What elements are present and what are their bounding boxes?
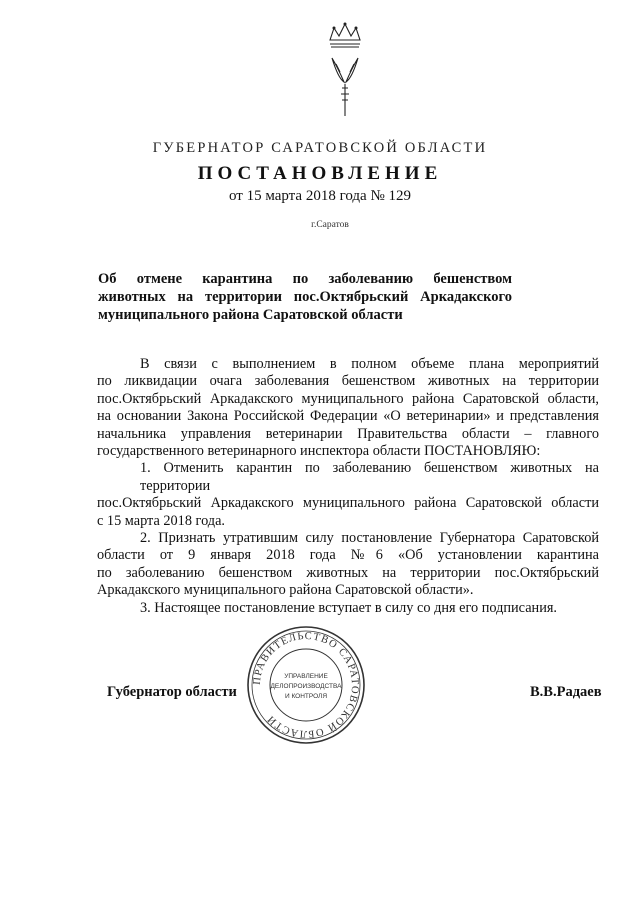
seal-center-text: УПРАВЛЕНИЕ [284, 673, 328, 680]
city-label: г.Саратов [311, 220, 349, 230]
body-line: на основании Закона Российской Федерации «О ветеринарии» и представления [97, 408, 599, 425]
official-seal-icon [244, 623, 368, 747]
body-line: области от 9 января 2018 года №6 «Об установлении карантина [97, 547, 599, 564]
subject-line: Об отмене карантина по заболеванию бешенством [98, 271, 512, 287]
signatory-title: Губернатор области [107, 684, 237, 700]
body-line: пос.Октябрьский Аркадакского муниципального района Саратовской области [97, 495, 599, 512]
body-line: пос.Октябрьский Аркадакского муниципального района Саратовской области, [97, 390, 599, 407]
body-line: начальника управления ветеринарии Правительства области – главного [97, 425, 599, 442]
clause-1 [97, 460, 599, 530]
clause-2 [97, 530, 599, 600]
body-line: государственного ветеринарного инспектора области ПОСТАНОВЛЯЮ: [97, 443, 541, 460]
body-line: Аркадакского муниципального района Саратовской области». [97, 582, 474, 599]
body-line: по заболеванию бешенством животных на территории пос.Октябрьский [97, 564, 599, 581]
body-line: В связи с выполнением в полном объеме плана мероприятий [140, 356, 599, 372]
signatory-name: В.В.Радаев [530, 684, 602, 700]
body-line: с 15 марта 2018 года. [97, 512, 225, 529]
document-subject [98, 270, 512, 324]
seal-ring-text: ПРАВИТЕЛЬСТВО САРАТОВСКОЙ ОБЛАСТИ [251, 630, 361, 740]
crown-emblem-icon [322, 20, 368, 120]
subject-line: животных на территории пос.Октябрьский Аркадакского [98, 289, 512, 305]
preamble-paragraph [97, 356, 599, 460]
subject-line: муниципального района Саратовской области [98, 307, 403, 323]
date-number: от 15 марта 2018 года № 129 [228, 188, 412, 204]
document-type: ПОСТАНОВЛЕНИЕ [197, 163, 443, 184]
body-line: по ликвидации очага заболевания бешенством животных на территории [97, 373, 599, 390]
seal-center-text: ДЕЛОПРОИЗВОДСТВА [270, 683, 342, 690]
seal-center-text: И КОНТРОЛЯ [284, 693, 328, 700]
body-line: 3. Настоящее постановление вступает в силу со дня его подписания. [140, 599, 557, 616]
body-line: 1. Отменить карантин по заболеванию бешенством животных на территории [140, 460, 599, 494]
clause-3 [97, 600, 599, 617]
authority-title: ГУБЕРНАТОР САРАТОВСКОЙ ОБЛАСТИ [152, 140, 488, 156]
body-line: 2. Признать утратившим силу постановление Губернатора Саратовской [140, 530, 599, 547]
document-body [97, 356, 599, 617]
